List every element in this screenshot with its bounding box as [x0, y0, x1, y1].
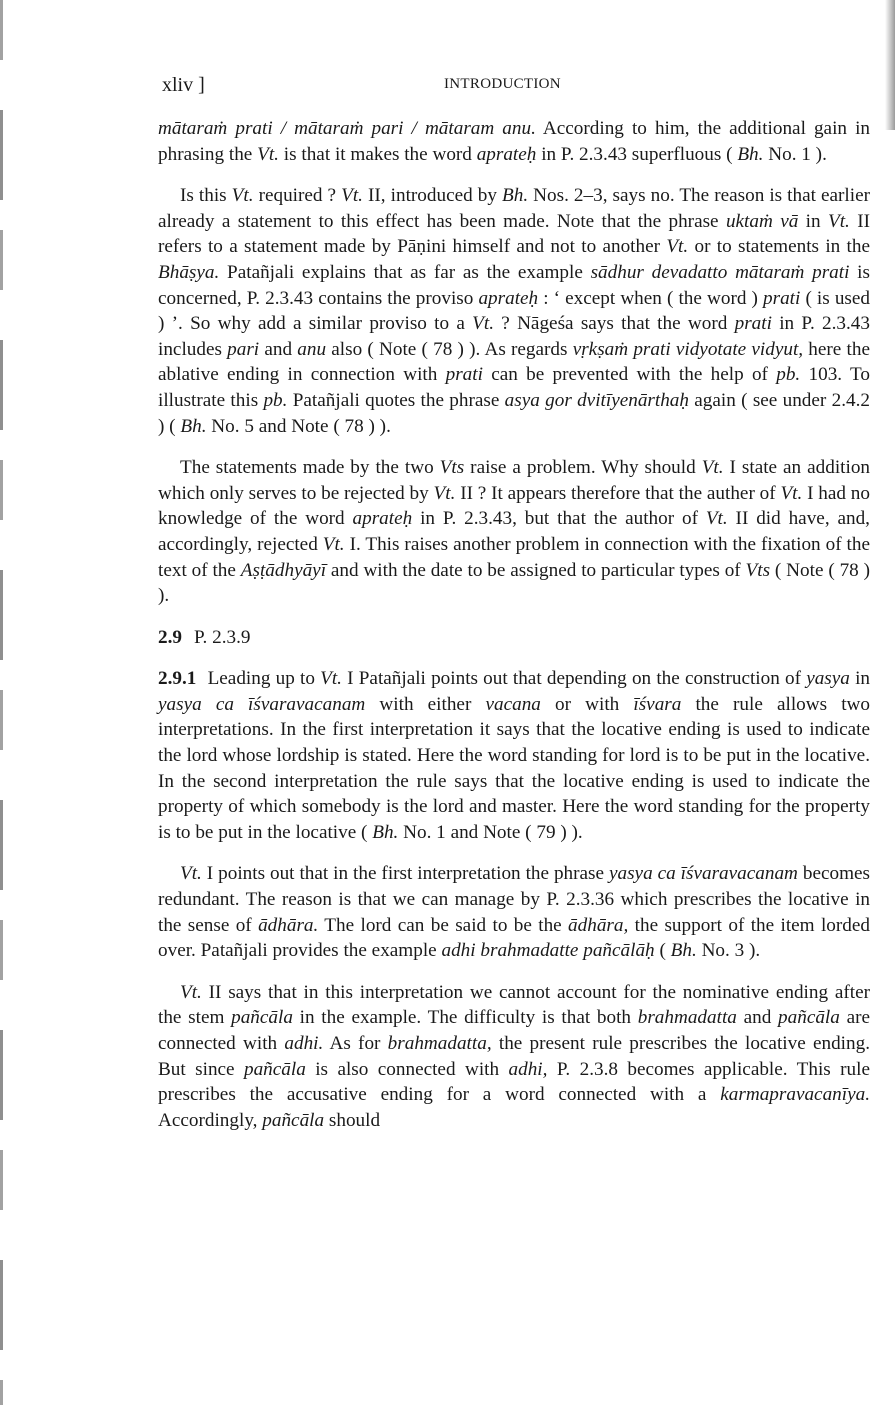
- subsection-number: 2.9.1: [158, 668, 197, 690]
- body-text: [158, 116, 870, 1149]
- section-title: P. 2.3.9: [193, 626, 251, 648]
- paragraph-2: Is this Vt. required ? Vt. II, introduced by Bh. Nos. 2–3, says no. The reason is that earlier already a statement to this effect has been made. Note that the phrase uktaṁ vā in Vt. II refers to a statement made by Pāṇini himself and not to another Vt. or to statements in the Bhāṣya. Patañjali explains that as far as the example sādhur devadatto mātaraṁ prati is concerned, P. 2.3.43 contains the proviso aprateḥ : ‘ except when ( the word ) prati ( is used ) ’. So why add a similar proviso to a Vt. ? Nāgeśa says that the word prati in P. 2.3.43 includes pari and anu also ( Note ( 78 ) ). As regards vṛkṣaṁ prati vidyotate vidyut, here the ablative ending in connection with prati can be prevented with the help of pb. 103. To illustrate this pb. Patañjali quotes the phrase asya gor dvitīyenārthaḥ again ( see under 2.4.2 ) ( Bh. No. 5 and Note ( 78 ) ).: [158, 185, 871, 437]
- paragraph-5: Vt. I points out that in the first interpretation the phrase yasya ca īśvaravacanam becomes redundant. The reason is that we can manage by P. 2.3.36 which prescribes the locative in the sense of ādhāra. The lord can be said to be the ādhāra, the support of the item lorded over. Patañjali provides the example adhi brahmadatte pañcālāḥ ( Bh. No. 3 ).: [158, 863, 870, 962]
- section-number: 2.9: [158, 626, 182, 648]
- page-header: [162, 74, 870, 104]
- paragraph-3: The statements made by the two Vts raise a problem. Why should Vt. I state an addition which only serves to be rejected by Vt. II ? It appears therefore that the auther of Vt. I had no knowledge of the word aprateḥ in P. 2.3.43, but that the author of Vt. II did have, and, accordingly, rejected Vt. I. This raises another problem in connection with the fixation of the text of the Aṣṭādhyāyī and with the date to be assigned to particular types of Vts ( Note ( 78 ) ).: [158, 457, 871, 607]
- scan-edge-left: [0, 0, 3, 1405]
- scan-edge-right: [885, 0, 895, 130]
- section-heading: [158, 625, 870, 651]
- paragraph-4: 2.9.1 Leading up to Vt. I Patañjali points out that depending on the construction of yasya in yasya ca īśvaravacanam with either vacana or with īśvara the rule allows two interpretations. In the first interpretation it says that the locative ending is used to indicate the lord whose lordship is stated. Here the word standing for lord is to be put in the locative. In the second interpretation the rule says that the locative ending is used to indicate the property of which somebody is the lord and master. Here the word standing for the property is to be put in the locative ( Bh. No. 1 and Note ( 79 ) ).: [158, 668, 870, 843]
- paragraph-1: mātaraṁ prati / mātaraṁ pari / mātaram anu. According to him, the additional gain in phrasing the Vt. is that it makes the word aprateḥ in P. 2.3.43 superfluous ( Bh. No. 1 ).: [158, 118, 870, 165]
- page-number: xliv ]: [162, 74, 205, 96]
- paragraph-6: Vt. II says that in this interpretation we cannot account for the nominative ending after the stem pañcāla in the example. The difficulty is that both brahmadatta and pañcāla are connected with adhi. As for brahmadatta, the present rule prescribes the locative ending. But since pañcāla is also connected with adhi, P. 2.3.8 becomes applicable. This rule prescribes the accusative ending for a word connected with a karmapravacanīya. Accordingly, pañcāla should: [158, 981, 870, 1131]
- running-title: INTRODUCTION: [444, 76, 561, 92]
